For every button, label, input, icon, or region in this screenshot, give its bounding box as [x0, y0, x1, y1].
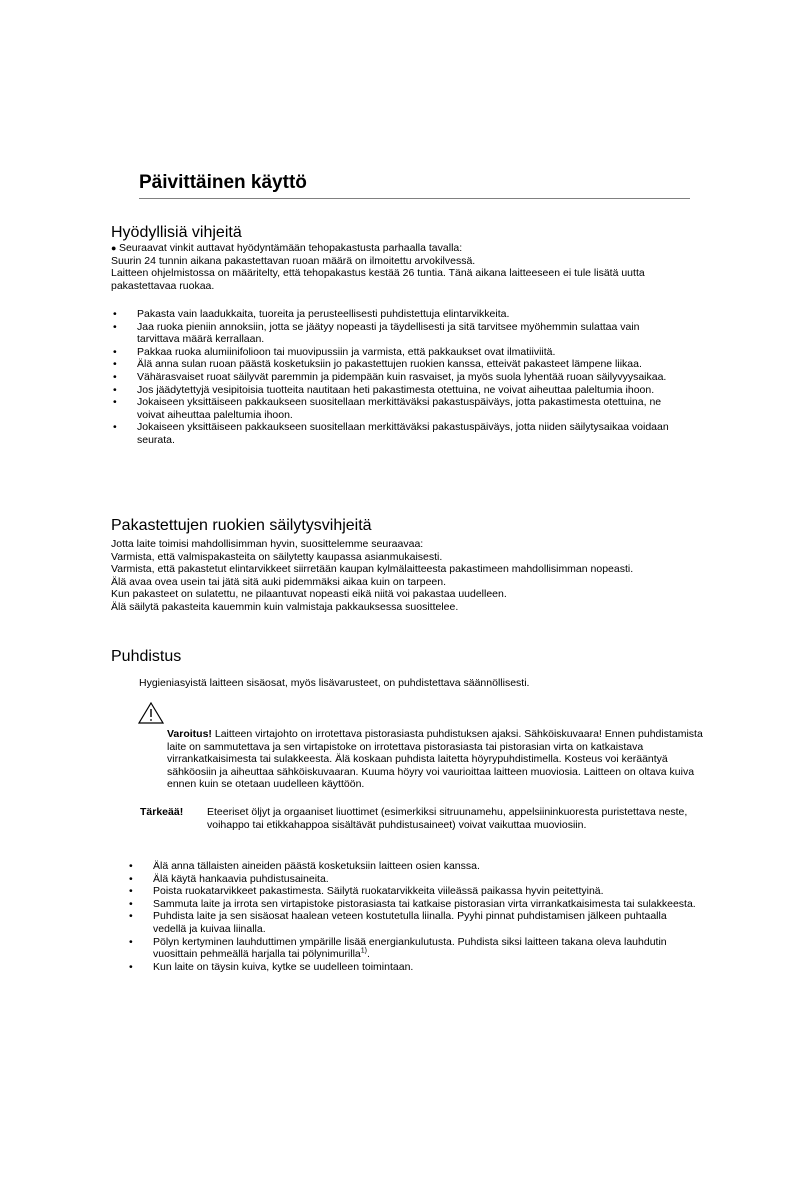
page-title: Päivittäinen käyttö [139, 172, 307, 193]
list-item-text: Pölyn kertyminen lauhduttimen ympärille lisää energiankulutusta. Puhdista siksi laitteen takana oleva lauhdutin vuosittain pehmeällä harjalla tai pölynimurilla [153, 935, 667, 961]
list-item: • Älä anna tällaisten aineiden päästä kosketuksiin laitteen osien kanssa. [127, 860, 702, 873]
storage-heading: Pakastettujen ruokien säilytysvihjeitä [111, 517, 372, 534]
list-item: • Vähärasvaiset ruoat säilyvät paremmin ja pidempään kuin rasvaiset, ja myös suola lyhentää ruoan säilyvyysaikaa. [111, 371, 671, 384]
warning-text: Laitteen virtajohto on irrotettava pistorasiasta puhdistuksen ajaksi. Sähköiskuvaara! Ennen puhdistamista laite on sammutettava ja sen virtapistoke on irrotettava pistorasiasta tai pistorasian virta on katkaistava virrankatkaisimesta tai sulakkeesta. Älä koskaan puhdista laitetta höyrypuhdistimella. Kosteus voi kerääntyä sähköosiin ja aiheuttaa sähköiskuvaaran. Kuuma höyry voi vaurioittaa laitteen muoviosia. Laitteen on oltava kuiva ennen kuin se otetaan uudelleen käyttöön. [167, 728, 703, 791]
tips-intro [111, 242, 706, 292]
cleaning-heading: Puhdistus [111, 648, 182, 665]
important-text: Eteeriset öljyt ja orgaaniset liuottimet (esimerkiksi sitruunamehu, appelsiininkuoresta puristettava neste, voihappo tai etikkahappoa sisältävät puhdistusaineet) voivat vaikuttaa muoviosiin. [207, 806, 688, 831]
storage-line: Kun pakasteet on sulatettu, ne pilaantuvat nopeasti eikä niitä voi pakastaa uudelleen. [111, 588, 507, 601]
storage-line: Varmista, että pakastetut elintarvikkeet siirretään kaupan kylmälaitteesta pakastimeen mahdollisimman nopeasti. [111, 563, 634, 576]
list-item: • Puhdista laite ja sen sisäosat haalean veteen kostutetulla liinalla. Pyyhi pinnat puhdistamisen jälkeen puhtaalla vedellä ja kuivaa liinalla. [127, 910, 702, 935]
warning-triangle-icon [138, 702, 164, 724]
storage-text [111, 538, 691, 614]
list-item: • Jokaiseen yksittäiseen pakkaukseen suositellaan merkittäväksi pakastuspäiväys, jotta niiden säilytysaikaa voidaan seurata. [111, 421, 671, 446]
storage-line: Jotta laite toimisi mahdollisimman hyvin, suosittelemme seuraavaa: [111, 538, 424, 550]
list-item: • Pölyn kertyminen lauhduttimen ympärille lisää energiankulutusta. Puhdista siksi laitteen takana oleva lauhdutin vuosittain pehmeällä harjalla tai pölynimurilla$^{1)}$. [127, 936, 702, 961]
list-item: • Jokaiseen yksittäiseen pakkaukseen suositellaan merkittäväksi pakastuspäiväys, jotta pakastimesta otettuina, ne voivat aiheuttaa paleltumia ihoon. [111, 396, 671, 421]
cleaning-list [127, 860, 702, 973]
tips-heading: Hyödyllisiä vihjeitä [111, 224, 242, 241]
cleaning-intro: Hygieniasyistä laitteen sisäosat, myös lisävarusteet, on puhdistettava säännöllisesti. [139, 677, 530, 689]
list-item: • Pakkaa ruoka alumiinifolioon tai muovipussiin ja varmista, että pakkaukset ovat ilmatiiviitä. [111, 346, 671, 359]
list-item: • Pakasta vain laadukkaita, tuoreita ja perusteellisesti puhdistettuja elintarvikkeita. [111, 308, 671, 321]
warning-block [167, 728, 712, 791]
list-item: • Poista ruokatarvikkeet pakastimesta. Säilytä ruokatarvikkeita viileässä paikassa hyvin peitettyinä. [127, 885, 702, 898]
list-item: • Sammuta laite ja irrota sen virtapistoke pistorasiasta tai katkaise pistorasian virta virrankatkaisimesta tai sulakkeesta. [127, 898, 702, 911]
list-item: • Jaa ruoka pieniin annoksiin, jotta se jäätyy nopeasti ja täydellisesti ja sitä tarvitsee myöhemmin sulattaa vain tarvittava määrä kerrallaan. [111, 321, 671, 346]
list-item: • Älä anna sulan ruoan päästä kosketuksiin jo pakastettujen ruokien kanssa, etteivät pakasteet lämpene liikaa. [111, 358, 671, 371]
storage-line: Älä säilytä pakasteita kauemmin kuin valmistaja pakkauksessa suosittelee. [111, 600, 459, 613]
storage-line: Älä avaa ovea usein tai jätä sitä auki pidemmäksi aikaa kuin on tarpeen. [111, 575, 447, 588]
title-divider [139, 198, 690, 199]
tips-list [111, 308, 671, 447]
list-item: • Älä käytä hankaavia puhdistusaineita. [127, 873, 702, 886]
important-label: Tärkeää! [140, 806, 184, 818]
bullet-icon: ● [111, 243, 119, 253]
tips-intro-line: ● Seuraavat vinkit auttavat hyödyntämään tehopakastusta parhaalla tavalla: [111, 242, 463, 254]
tips-intro-line: Suurin 24 tunnin aikana pakastettavan ruoan määrä on ilmoitettu arvokilvessä. [111, 254, 476, 267]
storage-line: Varmista, että valmispakasteita on säilytetty kaupassa asianmukaisesti. [111, 550, 443, 563]
tips-intro-line: Laitteen ohjelmistossa on määritelty, että tehopakastus kestää 26 tuntia. Tänä aikana laitteeseen ei tule lisätä uutta pakastettavaa ruokaa. [111, 267, 645, 292]
list-item: • Jos jäädytettyjä vesipitoisia tuotteita nautitaan heti pakastimesta otettuina, ne voivat aiheuttaa paleltumia ihoon. [111, 384, 671, 397]
footnote-mark: 1) [360, 947, 368, 955]
warning-label: Varoitus! [167, 728, 212, 740]
list-item: • Kun laite on täysin kuiva, kytke se uudelleen toimintaan. [127, 961, 702, 974]
